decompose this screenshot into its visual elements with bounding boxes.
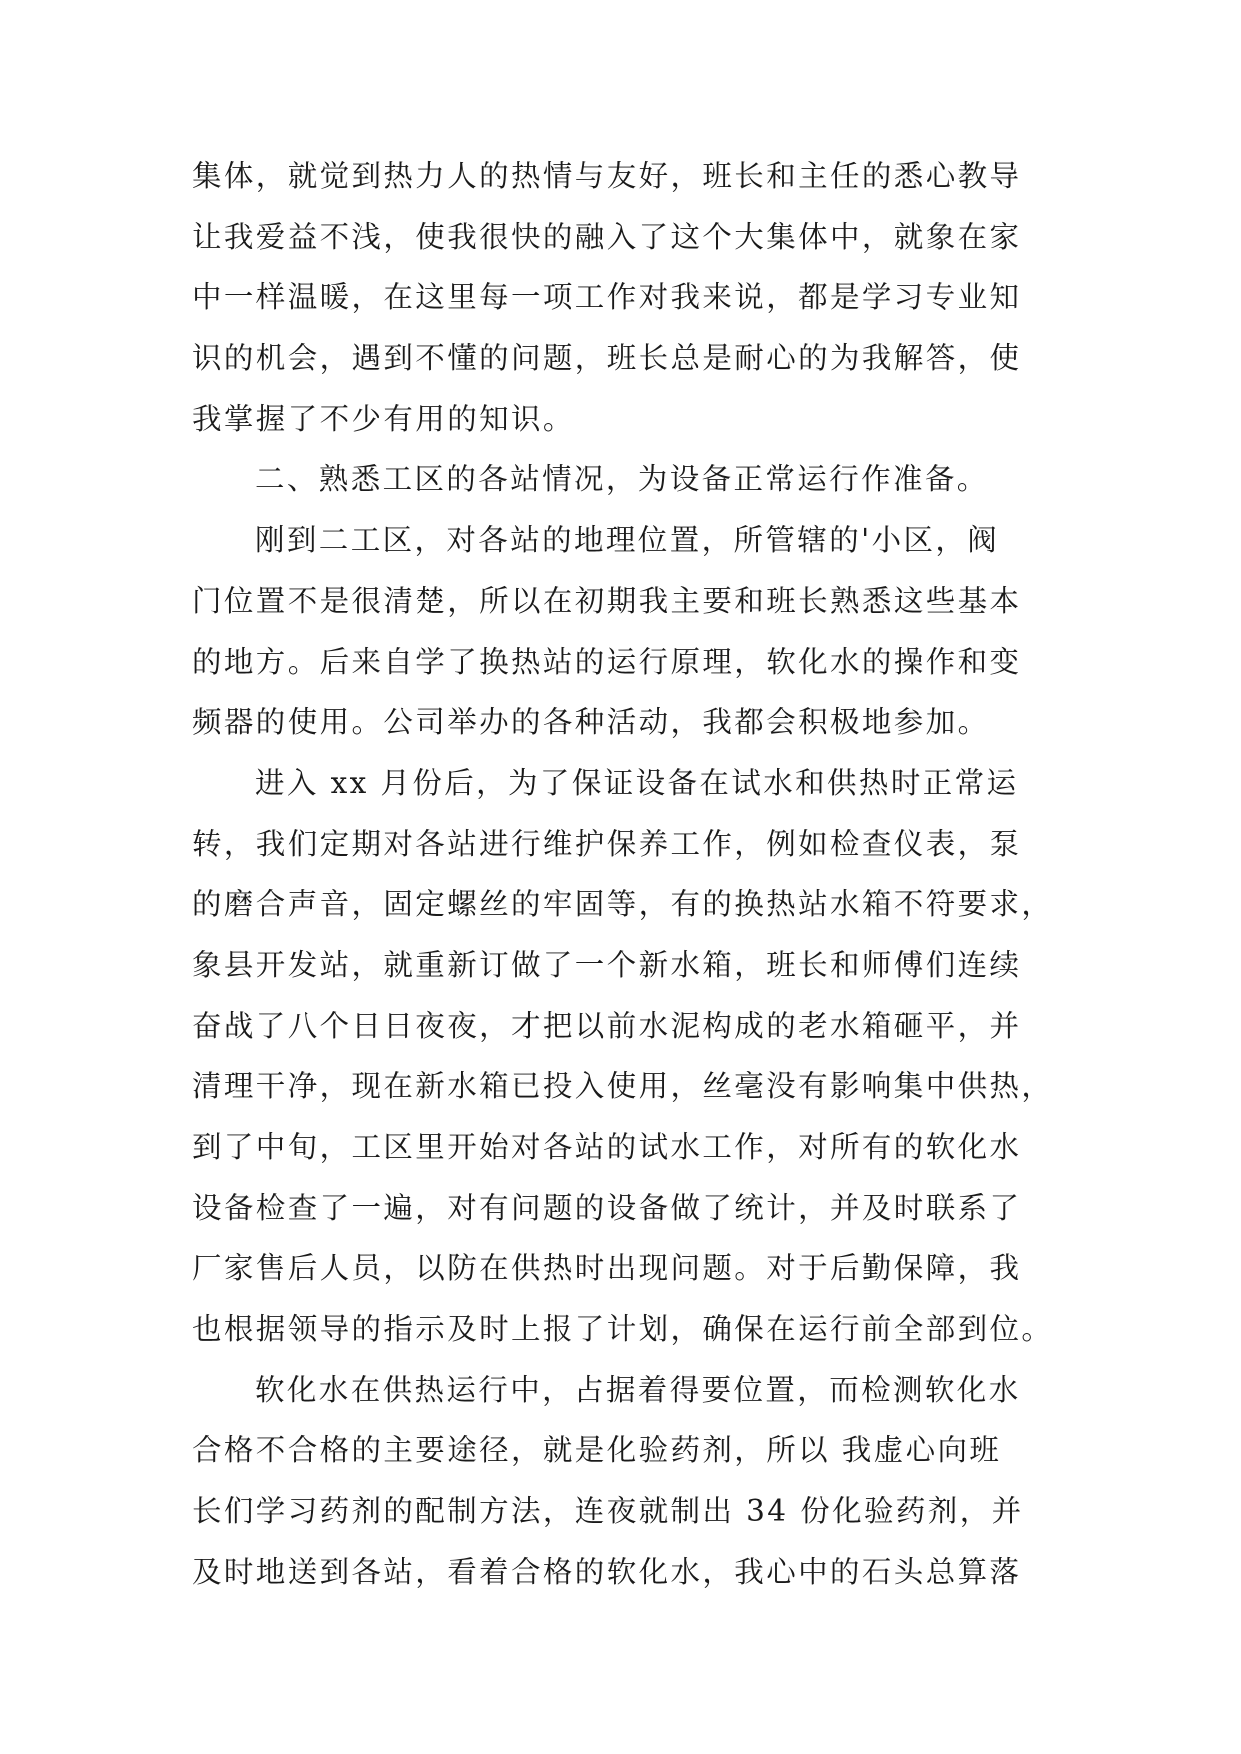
text-line: 设备检查了一遍，对有问题的设备做了统计，并及时联系了 (192, 1190, 1022, 1225)
text-line: 频器的使用。公司举办的各种活动，我都会积极地参加。 (192, 705, 990, 740)
text-line: 门位置不是很清楚，所以在初期我主要和班长熟悉这些基本 (192, 583, 1022, 618)
text-line: 的磨合声音，固定螺丝的牢固等，有的换热站水箱不符要求， (192, 887, 1054, 922)
text-line: 奋战了八个日日夜夜，才把以前水泥构成的老水箱砸平，并 (192, 1008, 1022, 1043)
text-line: 让我爱益不浅，使我很快的融入了这个大集体中，就象在家 (192, 219, 1022, 254)
text-line: 合格不合格的主要途径，就是化验药剂，所以 我虚心向班 (192, 1433, 1002, 1468)
text-line: 长们学习药剂的配制方法，连夜就制出 34 份化验药剂，并 (192, 1494, 1024, 1529)
text-line: 软化水在供热运行中，占据着得要位置，而检测软化水 (255, 1372, 1021, 1407)
text-line: 的地方。后来自学了换热站的运行原理，软化水的操作和变 (192, 644, 1022, 679)
text-line: 到了中旬，工区里开始对各站的试水工作，对所有的软化水 (192, 1130, 1022, 1164)
text-line: 我掌握了不少有用的知识。 (192, 401, 575, 436)
document-body (192, 146, 1052, 1603)
text-line: 厂家售后人员，以防在供热时出现问题。对于后勤保障，我 (192, 1251, 1022, 1286)
text-line: 中一样温暖，在这里每一项工作对我来说，都是学习专业知 (192, 280, 1022, 315)
text-line: 识的机会，遇到不懂的问题，班长总是耐心的为我解答，使 (192, 341, 1022, 376)
text-line: 转，我们定期对各站进行维护保养工作，例如检查仪表，泵 (192, 826, 1022, 861)
text-line: 刚到二工区，对各站的地理位置，所管辖的'小区，阀 (255, 523, 1000, 558)
text-line: 及时地送到各站，看着合格的软化水，我心中的石头总算落 (192, 1554, 1022, 1589)
text-line: 象县开发站，就重新订做了一个新水箱，班长和师傅们连续 (192, 947, 1022, 982)
text-line: 集体，就觉到热力人的热情与友好，班长和主任的悉心教导 (192, 159, 1022, 193)
text-line: 进入 xx 月份后，为了保证设备在试水和供热时正常运 (255, 765, 1019, 800)
section-heading: 二、熟悉工区的各站情况，为设备正常运行作准备。 (255, 462, 989, 497)
text-line: 清理干净，现在新水箱已投入使用，丝毫没有影响集中供热， (192, 1069, 1054, 1104)
text-line: 也根据领导的指示及时上报了计划，确保在运行前全部到位。 (192, 1312, 1054, 1347)
